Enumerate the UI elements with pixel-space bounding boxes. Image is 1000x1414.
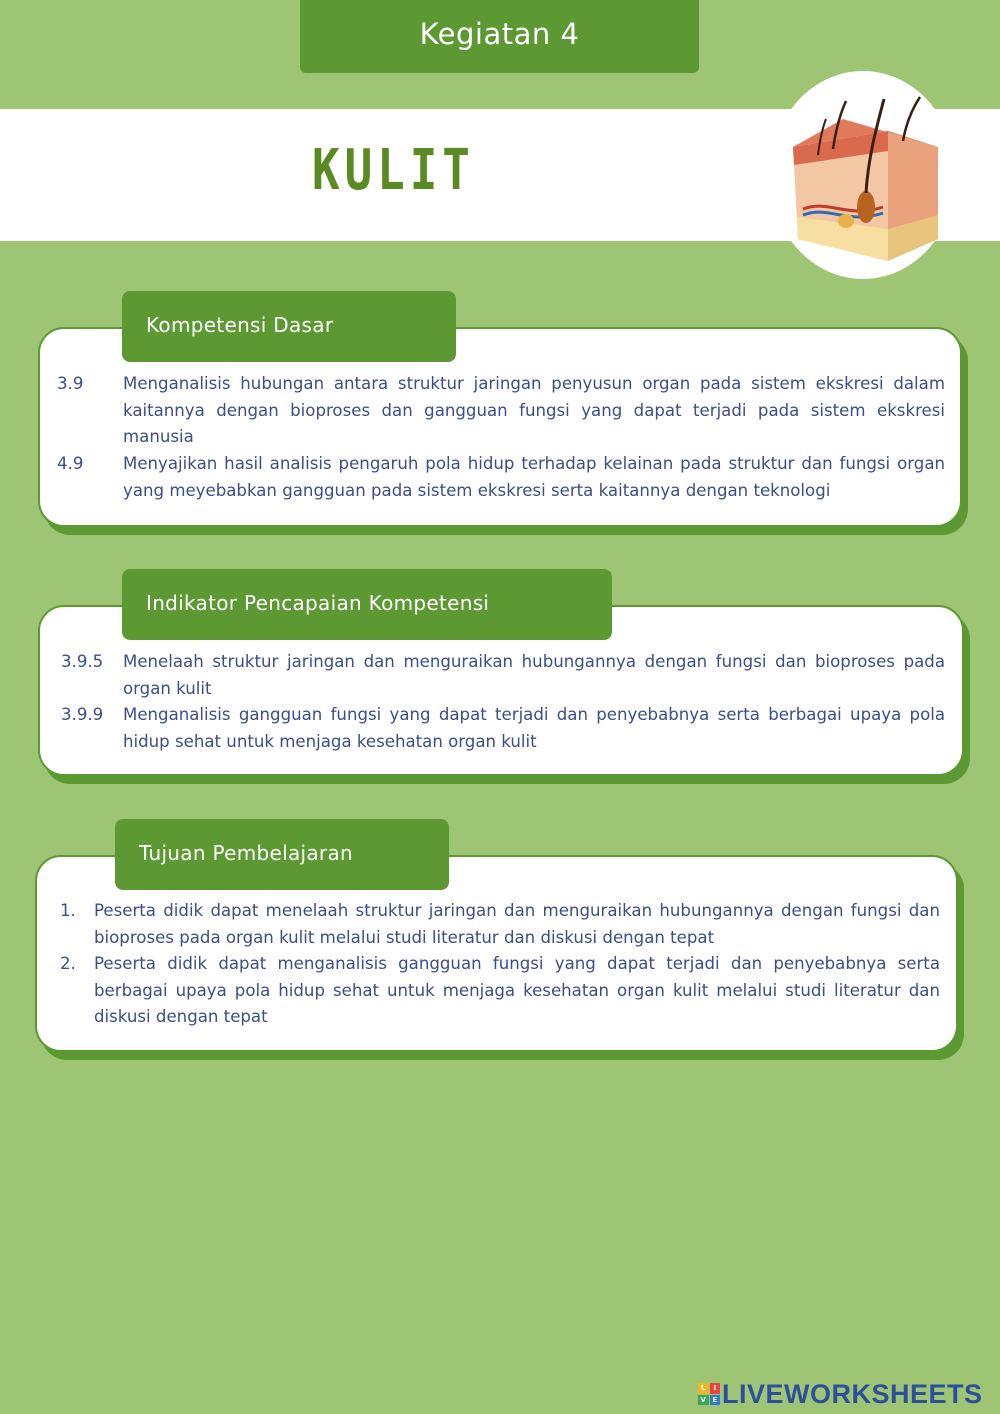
skin-illustration-frame <box>770 71 956 279</box>
tujuan-item-1 <box>60 898 940 952</box>
skin-cross-section-icon <box>788 89 938 264</box>
kompetensi-dasar-heading: Kompetensi Dasar <box>122 291 456 362</box>
kd-item-number: 4.9 <box>57 454 84 473</box>
ipk-item-number: 3.9.9 <box>61 705 104 724</box>
tujuan-item-text: Peserta didik dapat menelaah struktur jaringan dan menguraikan hubungannya dengan fungsi dan bioproses pada organ kulit melalui studi literatur dan diskusi dengan tepat <box>94 901 940 947</box>
ipk-item-text: Menelaah struktur jaringan dan menguraikan hubungannya dengan fungsi dan bioproses pada organ kulit <box>123 652 945 698</box>
page-title: KULIT <box>312 138 475 203</box>
indikator-heading: Indikator Pencapaian Kompetensi <box>122 569 612 640</box>
ipk-item-3-9-9 <box>61 702 945 756</box>
activity-label: Kegiatan 4 <box>300 0 699 73</box>
ipk-item-text: Menganalisis gangguan fungsi yang dapat terjadi dan penyebabnya serta berbagai upaya pola hidup sehat untuk menjaga kesehatan organ kulit <box>123 705 945 751</box>
tujuan-item-number: 2. <box>60 954 76 973</box>
kd-item-text: Menyajikan hasil analisis pengaruh pola hidup terhadap kelainan pada struktur dan fungsi organ yang meyebabkan gangguan pada sistem ekskresi serta kaitannya dengan teknologi <box>123 454 945 500</box>
tujuan-heading: Tujuan Pembelajaran <box>115 819 449 890</box>
tujuan-item-2 <box>60 951 940 1031</box>
ipk-item-3-9-5 <box>61 649 945 703</box>
kd-item-text: Menganalisis hubungan antara struktur jaringan penyusun organ pada sistem ekskresi dalam kaitannya dengan bioproses dan gangguan fungsi yang dapat terjadi pada sistem ekskresi manusia <box>123 374 945 446</box>
tujuan-item-number: 1. <box>60 901 76 920</box>
brand-name: LIVEWORKSHEETS <box>722 1378 983 1409</box>
kd-item-number: 3.9 <box>57 374 84 393</box>
kd-item-4-9 <box>57 451 945 505</box>
ipk-item-number: 3.9.5 <box>61 652 104 671</box>
kd-item-3-9 <box>57 371 945 451</box>
liveworksheets-brand <box>698 1377 983 1411</box>
liveworksheets-logo-icon: L I V E <box>698 1383 720 1405</box>
tujuan-item-text: Peserta didik dapat menganalisis gangguan fungsi yang dapat terjadi dan penyebabnya serta berbagai upaya pola hidup sehat untuk menjaga kesehatan organ kulit melalui studi literatur dan diskusi dengan tepat <box>94 954 940 1026</box>
